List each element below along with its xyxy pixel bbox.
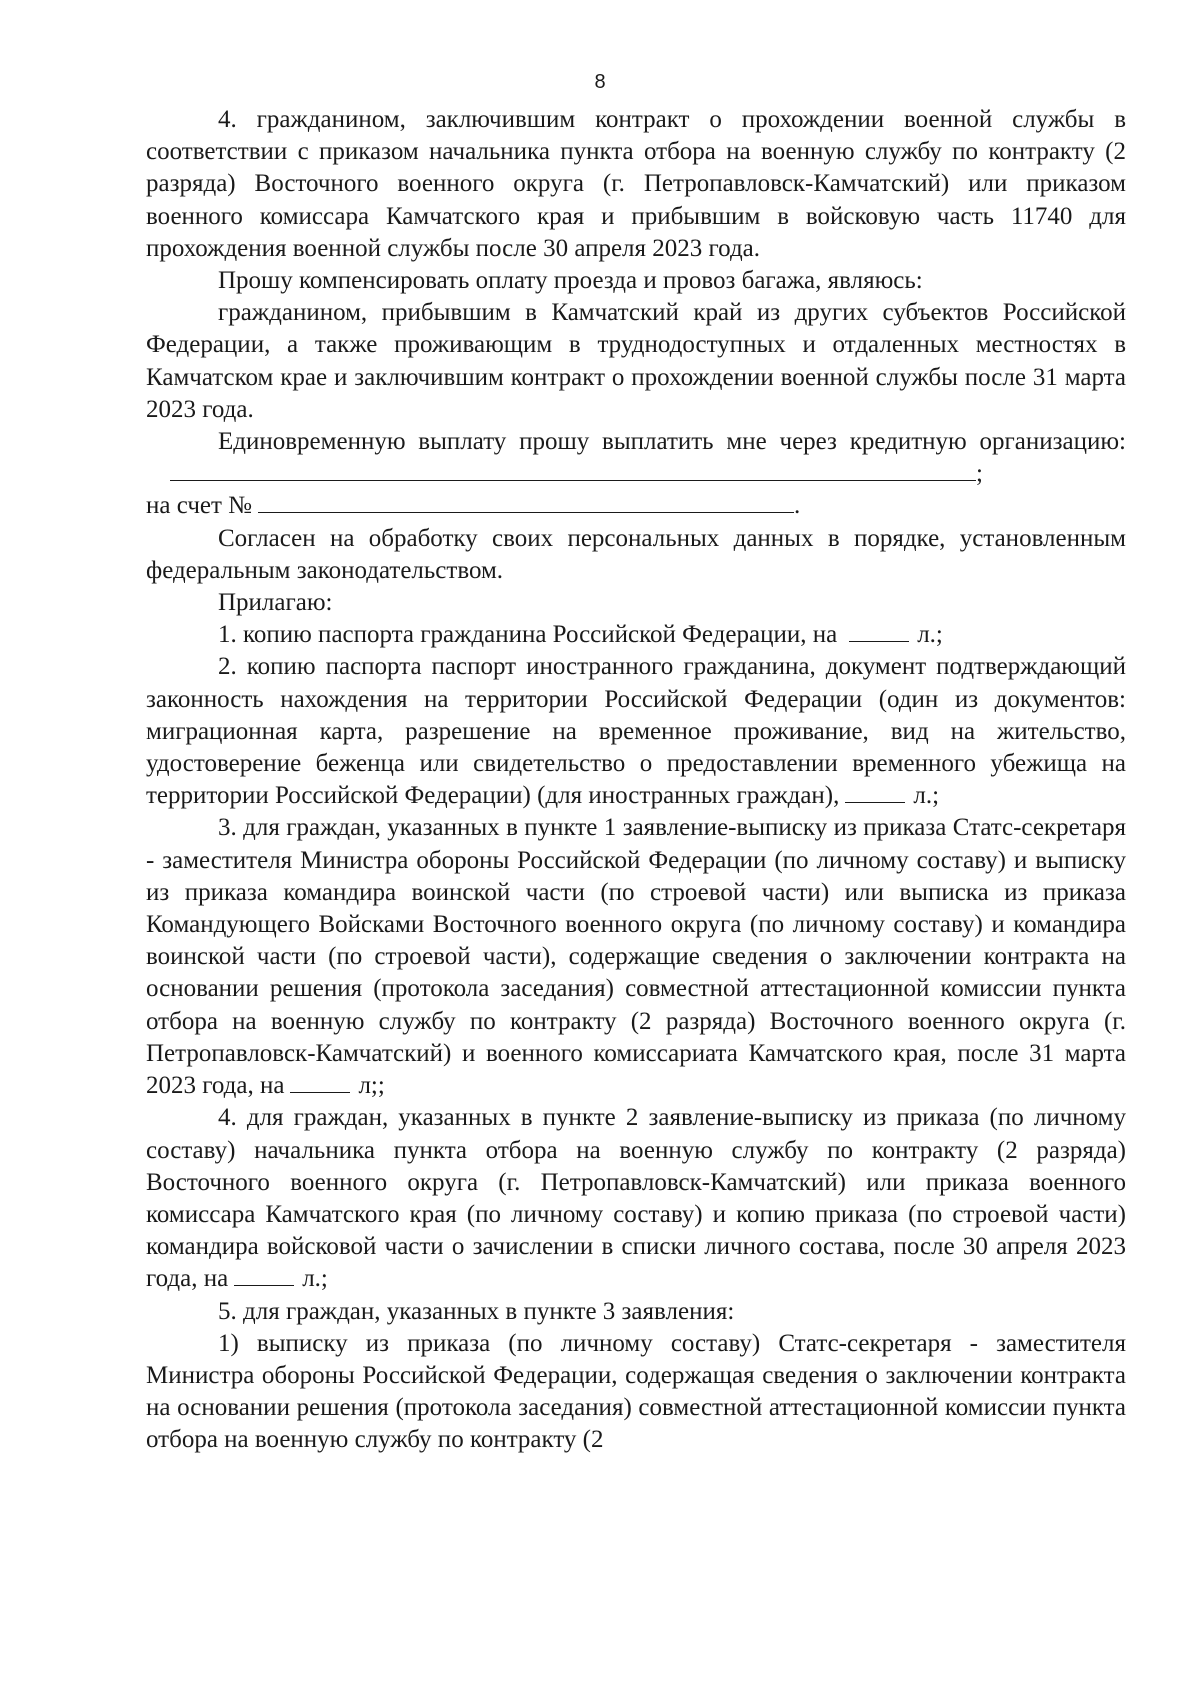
attachment-2-end: л.;	[913, 782, 940, 810]
payment-organization-text: Единовременную выплату прошу выплатить мне через кредитную организацию:	[218, 428, 1126, 456]
attachment-3-end: л;;	[358, 1072, 385, 1100]
attachment-item-5: 5. для граждан, указанных в пункте 3 заявления:	[218, 1297, 735, 1325]
attachment-3-sheets-field[interactable]	[290, 1070, 350, 1093]
credit-organization-field[interactable]	[170, 458, 976, 481]
attachment-item-5-1: 1) выписку из приказа (по личному составу) Статс-секретаря - заместителя Министра обороны Российской Федерации, содержащая сведения о заключении контракта на основании решения (протокола заседания) совместной аттестационной комиссии пункта отбора на военную службу по контракту (2	[146, 1329, 1126, 1454]
attachment-4-sheets-field[interactable]	[234, 1263, 294, 1286]
document-body	[146, 104, 1126, 1457]
account-number-field[interactable]	[258, 490, 794, 513]
attachment-1-sheets-field[interactable]	[849, 619, 909, 642]
attachment-1-text: 1. копию паспорта гражданина Российской Федерации, на	[218, 621, 838, 649]
attachment-item-4	[146, 1102, 1126, 1295]
paragraph-item-4-top: 4. гражданином, заключившим контракт о прохождении военной службы в соответствии с приказом начальника пункта отбора на военную службу по контракту (2 разряда) Восточного военного округа (г. Петропавловск-Камчатский) или приказом военного комиссара Камчатского края и прибывшим в войсковую часть 11740 для прохождения военной службы после 30 апреля 2023 года.	[146, 106, 1126, 262]
payment-semicolon: ;	[976, 460, 983, 488]
paragraph-attachments-heading: Прилагаю:	[218, 589, 333, 617]
attachment-1-end: л.;	[917, 621, 943, 649]
paragraph-consent: Согласен на обработку своих персональных данных в порядке, установленным федеральным законодательством.	[146, 524, 1126, 584]
paragraph-account-number	[146, 490, 1126, 522]
attachment-item-3	[146, 812, 1126, 1102]
account-number-label: на счет №	[146, 492, 253, 520]
attachment-3-text: 3. для граждан, указанных в пункте 1 заявление-выписку из приказа Статс-секретаря - заместителя Министра обороны Российской Федерации (по личному составу) и выписку из приказа командира воинской части (по строевой части) или выписка из приказа Командующего Войсками Восточного военного округа (по личному составу) и командира воинской части (по строевой части), содержащие сведения о заключении контракта на основании решения (протокола заседания) совместной аттестационной комиссии пункта отбора на военную службу по контракту (2 разряда) Восточного военного округа (г. Петропавловск-Камчатский) и военного комиссариата Камчатского края, после 31 марта 2023 года, на	[146, 814, 1126, 1100]
account-number-end: .	[794, 492, 801, 520]
page-number: 8	[594, 71, 606, 93]
paragraph-citizen-status: гражданином, прибывшим в Камчатский край из других субъектов Российской Федерации, а также проживающим в труднодоступных и отдаленных местностях в Камчатском крае и заключившим контракт о прохождении военной службы после 31 марта 2023 года.	[146, 299, 1126, 423]
paragraph-payment-organization	[146, 426, 1126, 490]
attachment-item-2	[146, 651, 1126, 812]
attachment-2-text: 2. копию паспорта паспорт иностранного гражданина, документ подтверждающий законность нахождения на территории Российской Федерации (один из документов: миграционная карта, разрешение на временное проживание, вид на жительство, удостоверение беженца или свидетельство о предоставлении временного убежища на территории Российской Федерации) (для иностранных граждан),	[146, 653, 1126, 810]
attachment-4-text: 4. для граждан, указанных в пункте 2 заявление-выписку из приказа (по личному составу) начальника пункта отбора на военную службу по контракту (2 разряда) Восточного военного округа (г. Петропавловск-Камчатский) или приказа военного комиссара Камчатского края (по личному составу) и копию приказа (по строевой части) командира войсковой части о зачислении в списки личного состава, после 30 апреля 2023 года, на	[146, 1104, 1126, 1293]
attachment-4-end: л.;	[302, 1265, 328, 1293]
paragraph-compensation-request: Прошу компенсировать оплату проезда и провоз багажа, являюсь:	[218, 267, 923, 295]
attachment-2-sheets-field[interactable]	[845, 780, 905, 803]
attachment-item-1	[146, 619, 1126, 651]
